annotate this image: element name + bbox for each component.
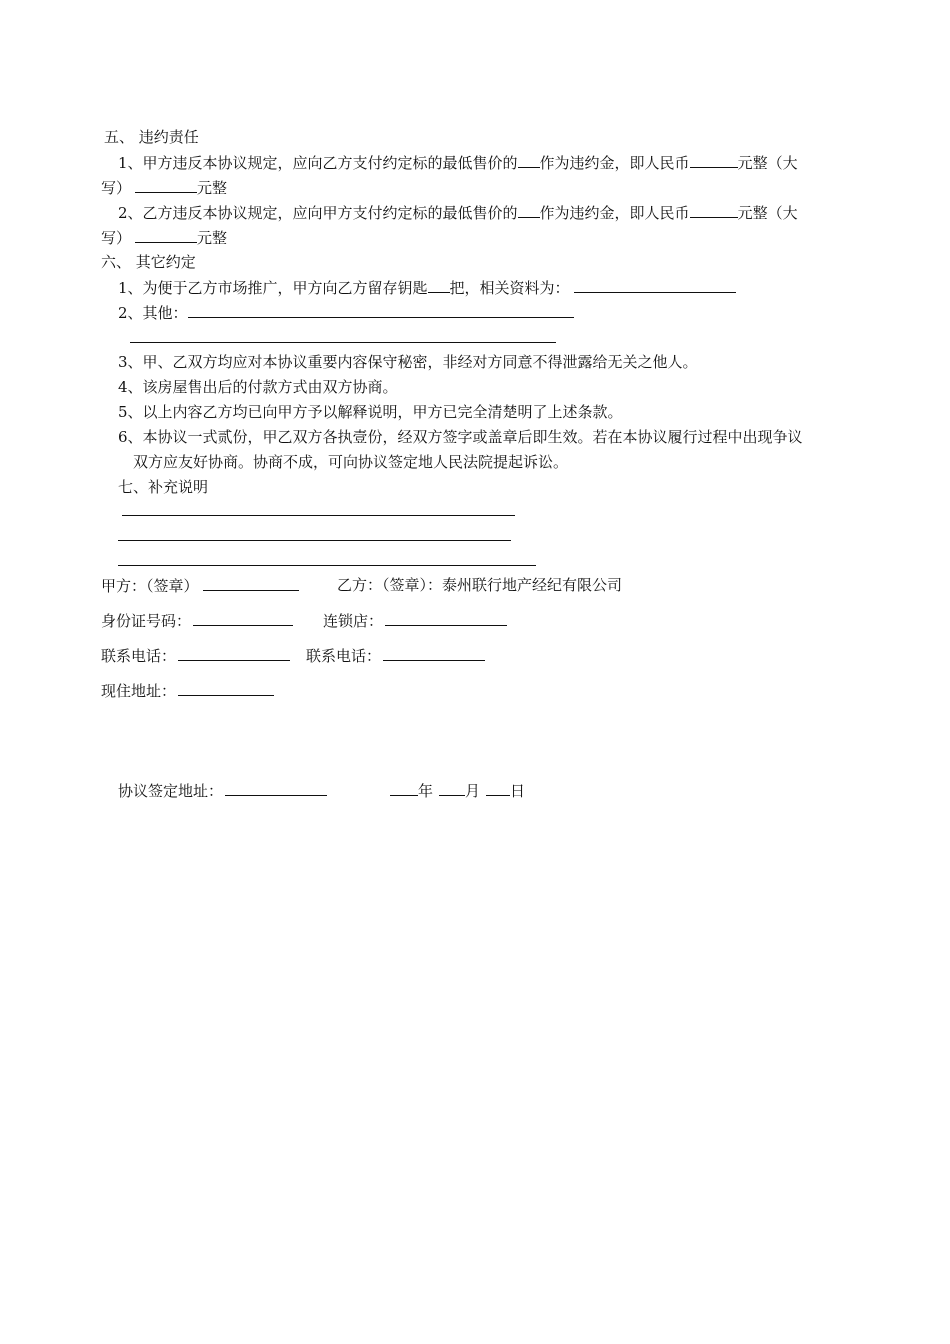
section5-item1-text-d: 写） xyxy=(101,179,132,197)
section6-item6-line1 xyxy=(118,427,803,447)
penalty-ratio-blank-2[interactable] xyxy=(518,202,540,218)
materials-blank[interactable] xyxy=(574,277,736,293)
chain-store-label: 连锁店： xyxy=(323,612,384,630)
other-blank-2[interactable] xyxy=(130,342,556,343)
section5-item2-line2 xyxy=(101,227,227,248)
sign-place-blank[interactable] xyxy=(225,780,327,796)
penalty-amount-blank-2[interactable] xyxy=(690,202,738,218)
other-blank-1[interactable] xyxy=(188,302,574,318)
section6-item1-text-a: 1、为便于乙方市场推广，甲方向乙方留存钥匙 xyxy=(118,279,428,297)
section5-item1-line1 xyxy=(118,152,798,173)
section5-item1-text-a: 1、甲方违反本协议规定，应向乙方支付约定标的最低售价的 xyxy=(118,154,518,172)
section6-item5 xyxy=(118,402,623,422)
year-blank[interactable] xyxy=(390,780,418,796)
section6-item1-text-b: 把，相关资料为： xyxy=(449,279,570,297)
section5-item1-text-c: 元整（大 xyxy=(737,154,798,172)
penalty-ratio-blank-1[interactable] xyxy=(518,152,540,168)
penalty-amount-blank-1[interactable] xyxy=(690,152,738,168)
section5-item1-line2 xyxy=(101,177,227,198)
chain-store-row xyxy=(323,610,507,631)
address-label: 现住地址： xyxy=(101,682,177,700)
party-b-label: 乙方：（签章）：泰州联行地产经纪有限公司 xyxy=(337,576,623,594)
section6-item3 xyxy=(118,352,698,372)
id-number-blank[interactable] xyxy=(193,610,293,626)
supplement-line-3[interactable] xyxy=(118,565,536,566)
section5-item1-text-b: 作为违约金，即人民币 xyxy=(539,154,690,172)
phone-a-label: 联系电话： xyxy=(101,647,177,665)
section5-item2-text-a: 2、乙方违反本协议规定，应向甲方支付约定标的最低售价的 xyxy=(118,204,518,222)
sign-place-label: 协议签定地址： xyxy=(118,782,224,800)
section5-item2-text-e: 元整 xyxy=(197,229,228,247)
section6-heading-text: 六、 其它约定 xyxy=(101,253,196,271)
section6-item6-text-a: 6、本协议一式贰份，甲乙双方各执壹份，经双方签字或盖章后即生效。若在本协议履行过程中出现争议 xyxy=(118,428,803,446)
phone-a-row xyxy=(101,645,290,666)
section5-heading-text: 五、 违约责任 xyxy=(104,128,199,146)
chain-store-blank[interactable] xyxy=(385,610,507,626)
penalty-capital-blank-1[interactable] xyxy=(135,177,197,193)
section6-item6-line2 xyxy=(133,452,568,472)
month-label: 月 xyxy=(465,782,481,800)
section6-item5-text: 5、以上内容乙方均已向甲方予以解释说明，甲方已完全清楚明了上述条款。 xyxy=(118,403,623,421)
section7-heading xyxy=(118,477,208,497)
section5-item2-text-b: 作为违约金，即人民币 xyxy=(539,204,690,222)
address-blank[interactable] xyxy=(178,680,274,696)
year-label: 年 xyxy=(418,782,434,800)
section5-item2-text-c: 元整（大 xyxy=(737,204,798,222)
section5-item2-text-d: 写） xyxy=(101,229,132,247)
section5-item2-line1 xyxy=(118,202,798,223)
party-a-signature xyxy=(101,575,299,596)
supplement-line-2[interactable] xyxy=(118,540,511,541)
day-label: 日 xyxy=(510,782,526,800)
phone-b-blank[interactable] xyxy=(383,645,485,661)
supplement-line-1[interactable] xyxy=(122,515,515,516)
section5-item1-text-e: 元整 xyxy=(197,179,228,197)
section6-item4-text: 4、该房屋售出后的付款方式由双方协商。 xyxy=(118,378,398,396)
phone-a-blank[interactable] xyxy=(178,645,290,661)
section6-item4 xyxy=(118,377,398,397)
sign-date-row xyxy=(390,780,525,801)
month-blank[interactable] xyxy=(439,780,465,796)
section7-heading-text: 七、补充说明 xyxy=(118,478,209,496)
section6-item2-text: 2、其他： xyxy=(118,304,188,322)
section6-heading xyxy=(101,252,196,272)
phone-b-label: 联系电话： xyxy=(306,647,382,665)
id-number-label: 身份证号码： xyxy=(101,612,192,630)
party-b-signature xyxy=(337,575,622,595)
party-a-label: 甲方：（签章） xyxy=(101,577,199,595)
section6-item2 xyxy=(118,302,574,323)
phone-b-row xyxy=(306,645,485,666)
section6-item1 xyxy=(118,277,736,298)
section5-heading xyxy=(104,127,199,147)
id-number-row xyxy=(101,610,293,631)
address-row xyxy=(101,680,274,701)
section6-item6-text-b: 双方应友好协商。协商不成，可向协议签定地人民法院提起诉讼。 xyxy=(133,453,569,471)
sign-place-row xyxy=(118,780,327,801)
party-a-signature-blank[interactable] xyxy=(203,575,299,591)
day-blank[interactable] xyxy=(486,780,510,796)
section6-item3-text: 3、甲、乙双方均应对本协议重要内容保守秘密，非经对方同意不得泄露给无关之他人。 xyxy=(118,353,698,371)
key-count-blank[interactable] xyxy=(428,277,450,293)
penalty-capital-blank-2[interactable] xyxy=(135,227,197,243)
